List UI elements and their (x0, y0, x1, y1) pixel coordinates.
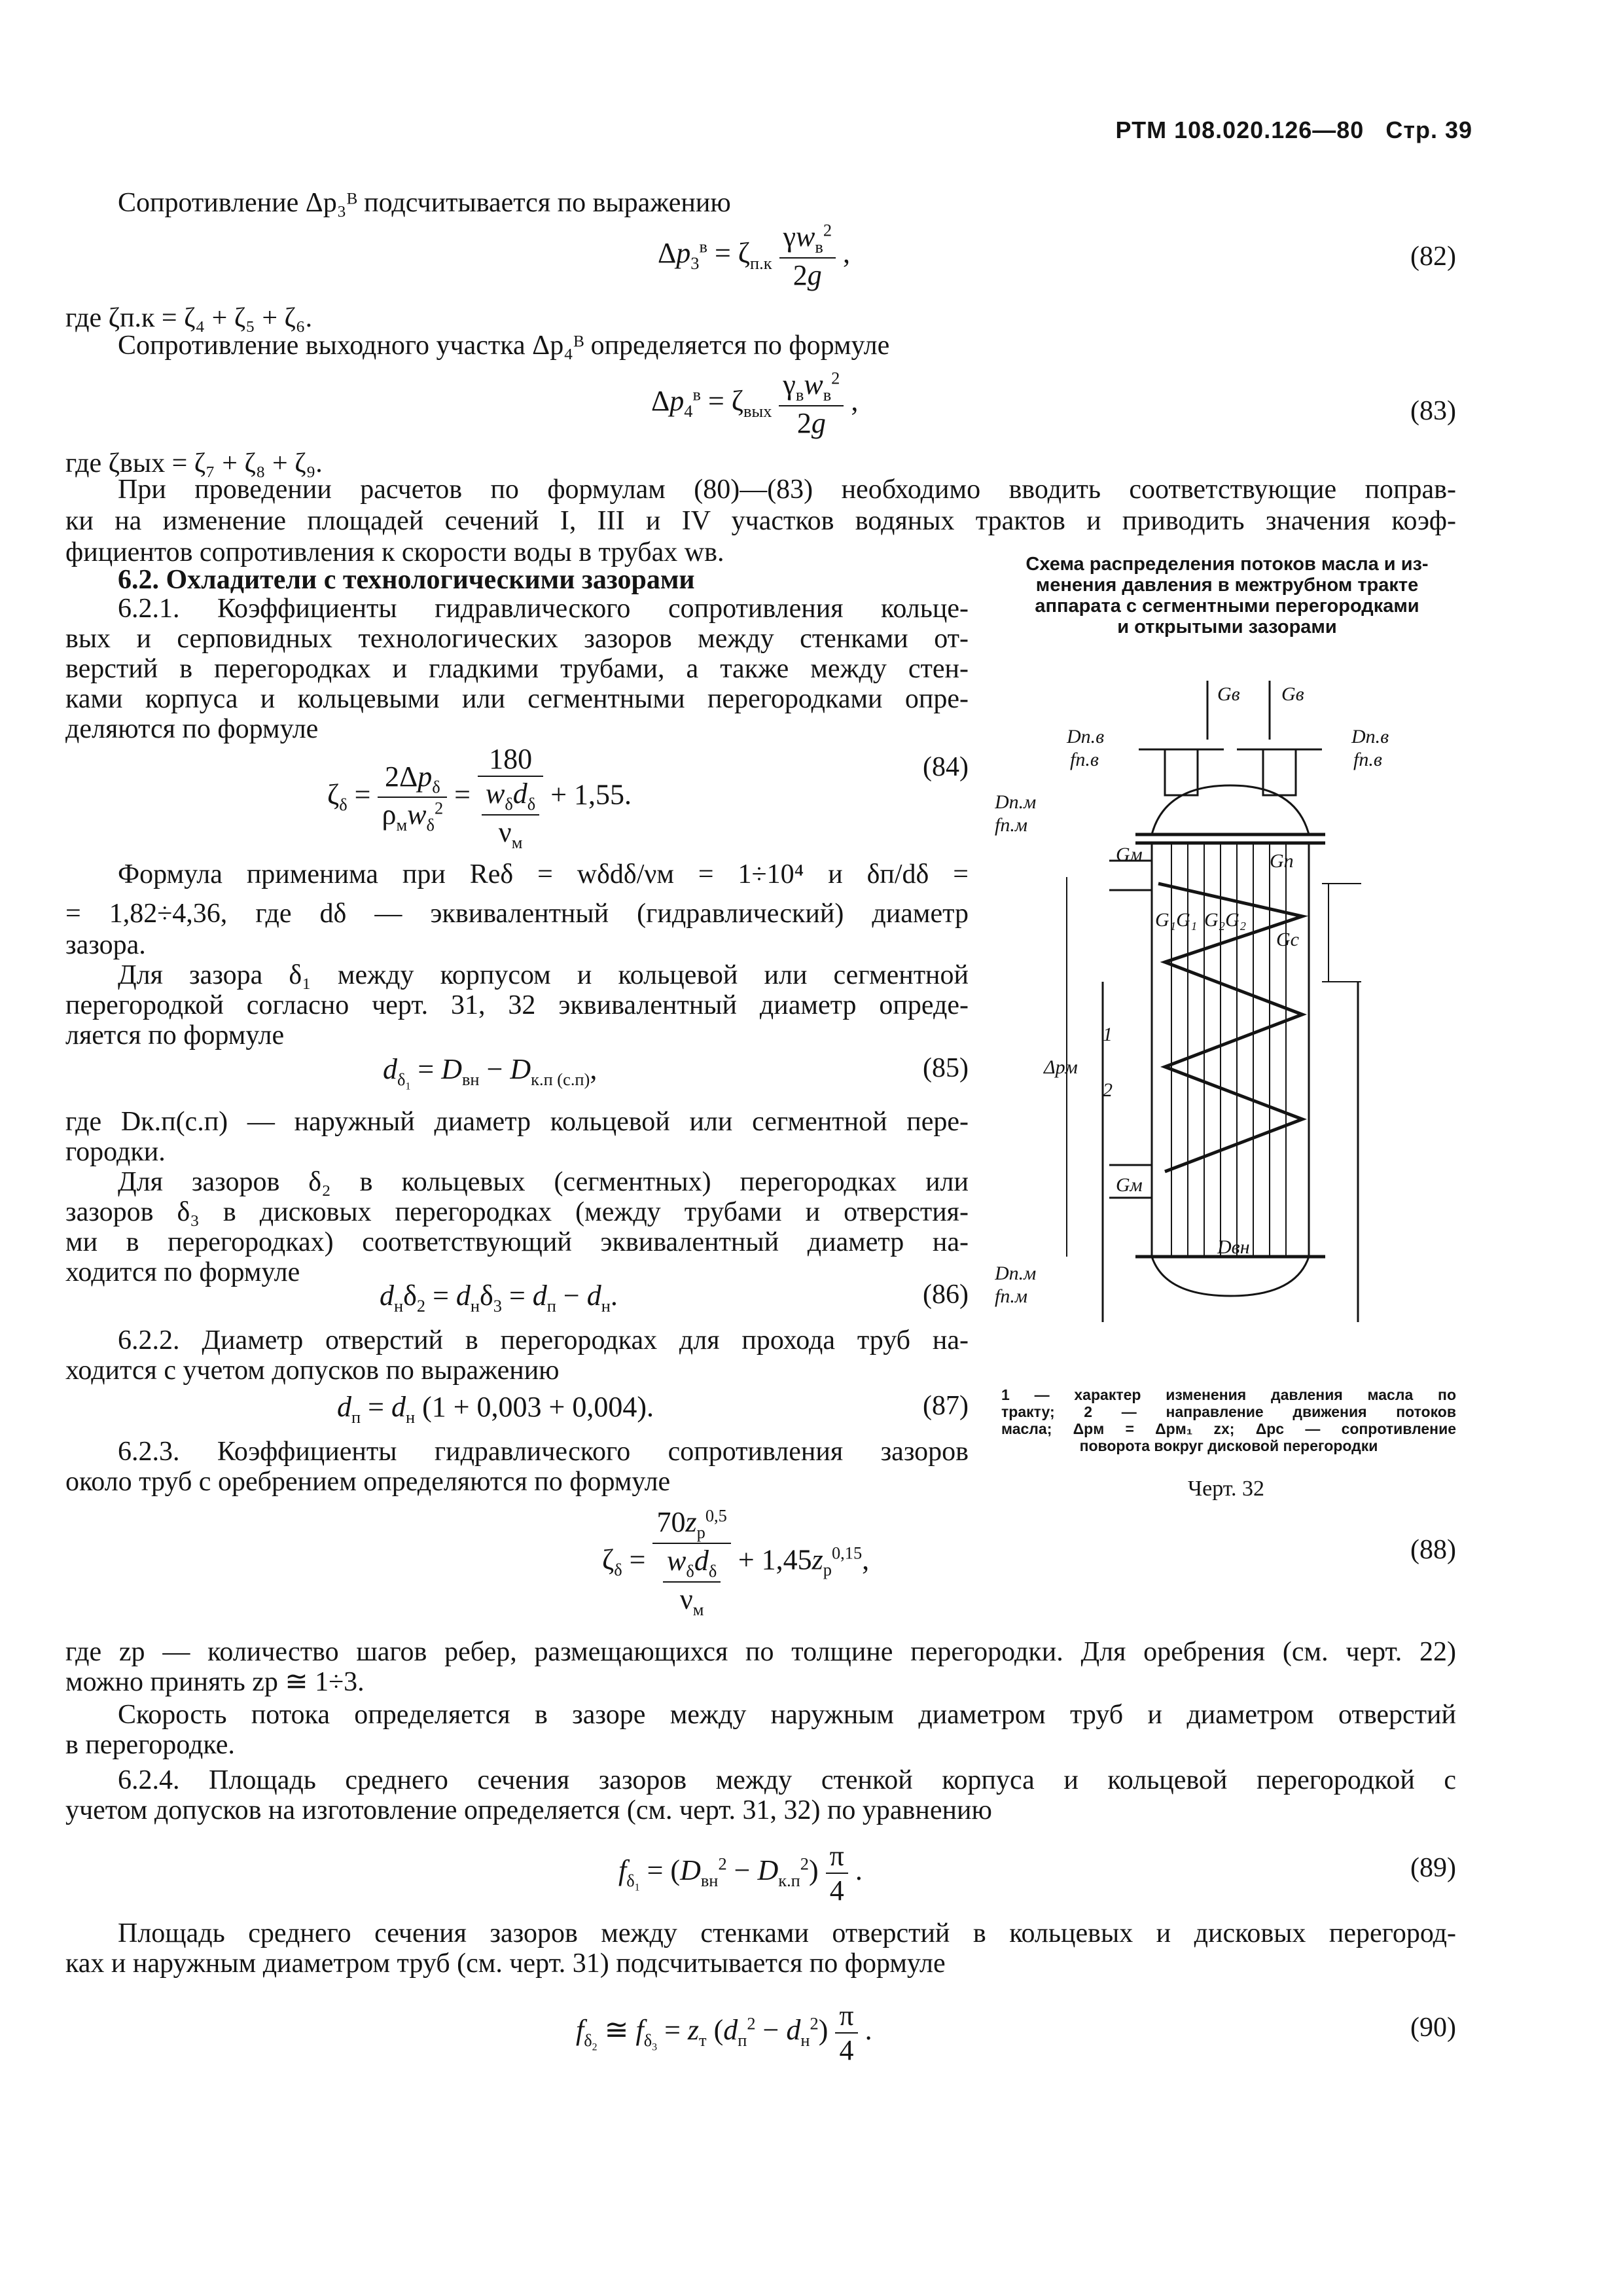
eq-number: (82) (1410, 242, 1456, 272)
figure-caption: Схема распределения потоков масла и из- менения давления в межтрубном тракте аппарата с сегментными перегородками и открытыми зазорами (1026, 554, 1429, 637)
para-621-line: ками корпуса и кольцевыми или сегментными перегородками опре- (65, 684, 969, 714)
para-area-line: ках и наружным диаметром труб (см. черт. 31) подсчитывается по формуле (65, 1948, 946, 1979)
eq-82: $\Delta p_3^в = \zeta_{п.к}$ $\frac{\gamma w_в^2}{2g}$ , (658, 220, 851, 291)
eq-87: $d_п = d_н$ (1 + 0,003 + 0,004). (337, 1391, 654, 1427)
eq-number: (90) (1410, 2013, 1456, 2043)
para-5-line: фициентов сопротивления к скорости воды в трубах wв. (65, 537, 724, 567)
para-zp-line: можно принять zр ≅ 1÷3. (65, 1667, 365, 1697)
para-gap2-line: зазоров δ₃ в дисковых перегородках (между трубами и отверстия- (65, 1197, 969, 1227)
label-gp: Gп (1270, 850, 1294, 872)
eq-number: (88) (1410, 1535, 1456, 1565)
para-624-line: 6.2.4. Площадь среднего сечения зазоров между стенкой корпуса и кольцевой перегородкой с (118, 1765, 1456, 1795)
water-nozzle-out (1263, 749, 1296, 795)
label-dpm-total: Δpм (1044, 1056, 1078, 1078)
label-gm: Gм (1116, 844, 1143, 865)
para-2: где ζп.к = ζ₄ + ζ₅ + ζ₆. (65, 303, 313, 333)
eq-number: (86) (923, 1280, 969, 1310)
label-dpv: Dп.в (1067, 726, 1105, 747)
label-fpm-bottom: fп.м (995, 1285, 1027, 1307)
eq-83: $\Delta p_4^в = \zeta_{вых}$ $\frac{\gamma_вw_в^2}{2g}$ , (651, 368, 859, 439)
label-g-v: Gв (1281, 683, 1304, 705)
eq-number: (89) (1410, 1853, 1456, 1883)
eq-89: $f_{\delta_1} = (D_{вн}^2 - D_{к.п}^2)$ $\frac{\pi}{4}$ . (618, 1840, 863, 1907)
label-gm-out: Gм (1116, 1174, 1143, 1196)
running-header: РТМ 108.020.126—80 Стр. 39 (1115, 117, 1472, 143)
para-formula-line: зазора. (65, 930, 146, 960)
para-gap1-line: ляется по формуле (65, 1020, 285, 1050)
para-zp-line: где zр — количество шагов ребер, размещающихся по толщине перегородки. Для оребрения (см. черт. 22) (65, 1637, 1456, 1667)
para-dk-line: где Dк.п(с.п) — наружный диаметр кольцевой или сегментной пере- (65, 1107, 969, 1137)
top-head (1152, 785, 1309, 834)
para-gap2-line: ходится по формуле (65, 1257, 300, 1287)
para-622-line: ходится с учетом допусков по выражению (65, 1355, 560, 1386)
label-g1: G₁G₁ (1155, 909, 1198, 931)
eq-85: $d_{\delta_1} = D_{вн} - D_{к.п (с.п)}$, (383, 1053, 597, 1092)
eq-88: $\zeta_\delta$ = $\frac{70z_р^{0,5}}{\frac{w_\delta d_\delta}{\nu_м}}$ + $1,45z_р^{0,15}$, (602, 1505, 870, 1619)
para-623-line: 6.2.3. Коэффициенты гидравлического сопротивления зазоров (118, 1437, 969, 1467)
para-speed-line: Скорость потока определяется в зазоре между наружным диаметром труб и диаметром отверстий (118, 1700, 1456, 1730)
para-dk-line: городки. (65, 1137, 166, 1167)
label-1: 1 (1103, 1024, 1113, 1045)
para-621-line: деляются по формуле (65, 714, 319, 744)
eq-90: $f_{\delta_2}$ ≅ $f_{\delta_3} = z_т$ $(d_п^2 - d_н^2)$ $\frac{\pi}{4}$ . (576, 2000, 872, 2066)
para-gap2-line: Для зазоров δ₂ в кольцевых (сегментных) перегородках или (118, 1167, 969, 1197)
eq-number: (83) (1410, 396, 1456, 426)
para-4: где ζвых = ζ₇ + ζ₈ + ζ₉. (65, 448, 323, 478)
label-gc: Gс (1276, 929, 1299, 950)
para-621-line: вых и серповидных технологических зазоров между стенками от- (65, 624, 969, 654)
para-formula-line: Формула применима при Reδ = wδdδ/νм = 1÷10⁴ и δп/dδ = (118, 859, 969, 889)
para-624-line: учетом допусков на изготовление определяется (см. черт. 31, 32) по уравнению (65, 1795, 992, 1825)
label-fpv: fп.в (1070, 749, 1099, 770)
eq-number: (84) (923, 752, 969, 782)
label-fpm: fп.м (995, 814, 1027, 836)
label-dpv: Dп.в (1351, 726, 1389, 747)
section-heading: 6.2. Охладители с технологическими зазорами (118, 565, 695, 595)
figure-label: Черт. 32 (1188, 1477, 1265, 1501)
label-dpm-bottom: Dп.м (995, 1263, 1037, 1284)
bottom-head (1152, 1257, 1309, 1296)
para-623-line: около труб с оребрением определяются по формуле (65, 1467, 671, 1497)
para-5-line: ки на изменение площадей сечений I, III и IV участков водяных трактов и приводить значения коэф- (65, 506, 1456, 536)
label-fpv: fп.в (1353, 749, 1382, 770)
para-gap2-line: ми в перегородках) соответствующий эквивалентный диаметр на- (65, 1227, 969, 1257)
para-area-line: Площадь среднего сечения зазоров между стенками отверстий в кольцевых и дисковых перегород- (118, 1918, 1456, 1948)
label-g2: G₂G₂ (1204, 909, 1247, 931)
para-speed-line: в перегородке. (65, 1730, 235, 1760)
para-3: Сопротивление выходного участка Δp₄ᴮ определяется по формуле (118, 331, 890, 361)
para-1: Сопротивление Δp₃ᴮ подсчитывается по выражению (118, 188, 731, 218)
eq-86: $d_н\delta_2 = d_н\delta_3 = d_п - d_н$. (380, 1280, 618, 1316)
label-g-v: Gв (1217, 683, 1240, 705)
para-622-line: 6.2.2. Диаметр отверстий в перегородках для прохода труб на- (118, 1325, 969, 1355)
para-621-line: 6.2.1. Коэффициенты гидравлического сопротивления кольце- (118, 594, 969, 624)
eq-number: (87) (923, 1391, 969, 1421)
para-formula-line: = 1,82÷4,36, где dδ — эквивалентный (гидравлический) диаметр (65, 899, 969, 929)
label-dvn: Dвн (1217, 1236, 1250, 1258)
cooler-diagram (995, 668, 1453, 1374)
para-621-line: верстий в перегородках и гладкими трубами, а также между стен- (65, 654, 969, 684)
label-2: 2 (1103, 1079, 1113, 1101)
para-gap1-line: перегородкой согласно черт. 31, 32 эквивалентный диаметр опреде- (65, 990, 969, 1020)
label-dpm: Dп.м (995, 791, 1037, 813)
figure-legend: 1 — характер изменения давления масла по тракту; 2 — направление движения потоков масла; Δpм = Δpм₁ zх; Δpс — сопротивление поворота вокруг дисковой перегородки (1001, 1386, 1456, 1454)
eq-84: $\zeta_\delta$ = $\frac{2\Delta p_\delta}{\rho_мw_\delta^2}$ = $\frac{180}{\frac{w_\delta d_\delta}{\nu_м}}$ + 1,55. (327, 743, 632, 852)
water-nozzle-in (1165, 749, 1198, 795)
para-gap1-line: Для зазора δ₁ между корпусом и кольцевой или сегментной (118, 960, 969, 990)
para-5-line: При проведении расчетов по формулам (80)—(83) необходимо вводить соответствующие поправ- (118, 475, 1456, 505)
eq-number: (85) (923, 1053, 969, 1083)
